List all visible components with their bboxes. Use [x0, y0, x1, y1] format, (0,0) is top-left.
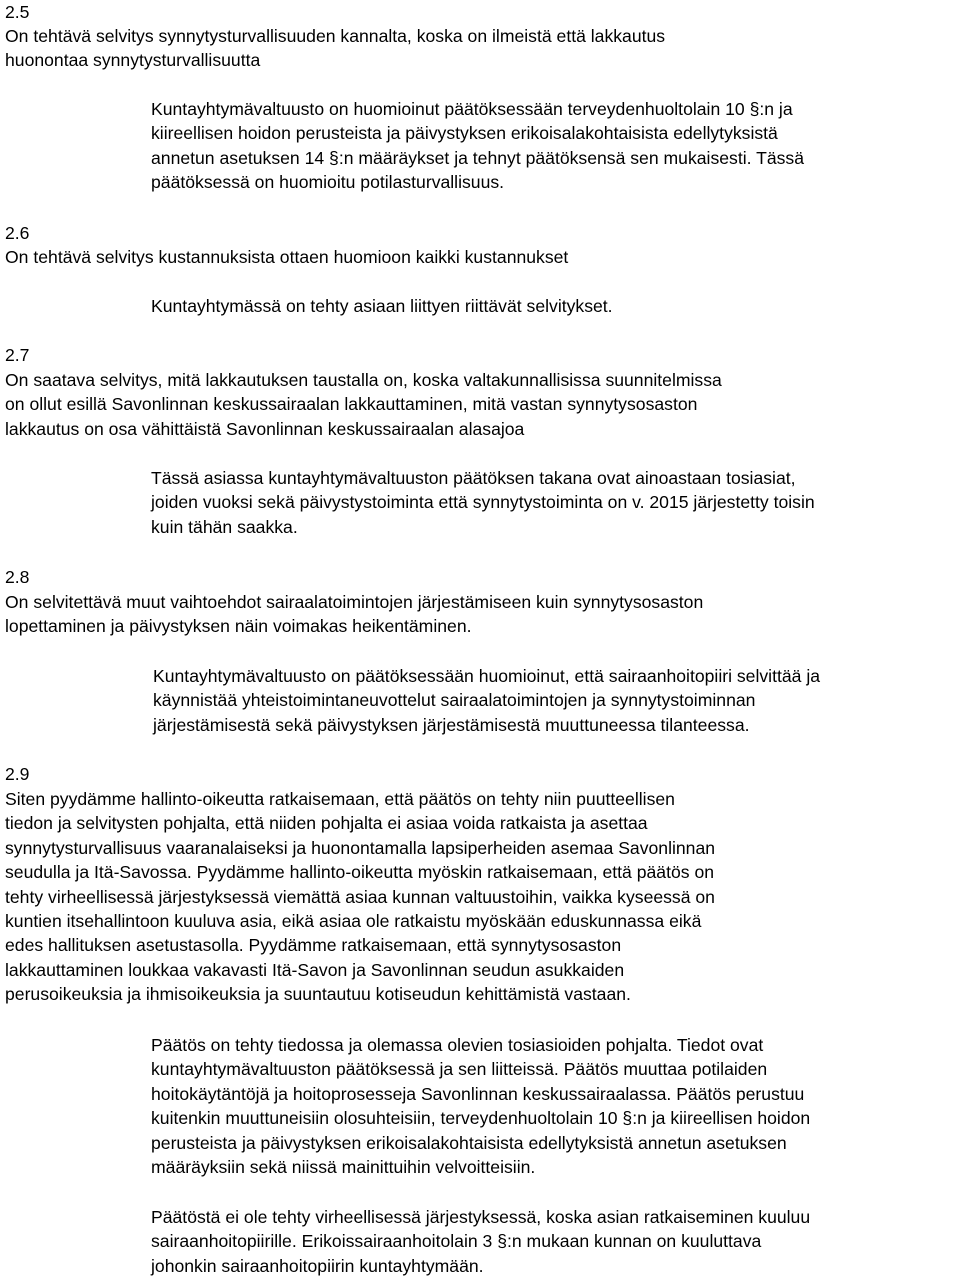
- claim-line: huonontaa synnytysturvallisuutta: [5, 50, 261, 71]
- response-line: Tässä asiassa kuntayhtymävaltuuston päätöksen takana ovat ainoastaan tosiasiat,: [151, 468, 796, 488]
- response-line: kiireellisen hoidon perusteista ja päivystyksen erikoisalakohtaisista edellytyksistä: [151, 123, 778, 144]
- claim-line: lopettaminen ja päivystyksen näin voimakas heikentäminen.: [5, 616, 472, 637]
- response-line: johonkin sairaanhoitopiirin kuntayhtymään.: [151, 1255, 484, 1276]
- claim-line: On tehtävä selvitys kustannuksista ottaen huomioon kaikki kustannukset: [5, 247, 569, 267]
- response-line: kuntayhtymävaltuuston päätöksessä ja sen liitteissä. Päätös muuttaa potilaiden: [151, 1059, 768, 1080]
- section-claim: [5, 590, 955, 639]
- response-line: hoitokäytäntöjä ja hoitoprosesseja Savonlinnan keskussairaalassa. Päätös perustuu: [151, 1083, 805, 1104]
- section-response: [151, 466, 956, 539]
- claim-line: On saatava selvitys, mitä lakkautuksen taustalla on, koska valtakunnallisissa suunnitelmissa: [5, 370, 722, 390]
- section-number: 2.5: [5, 2, 30, 22]
- section-number: 2.8: [5, 567, 30, 587]
- response-line: Kuntayhtymässä on tehty asiaan liittyen riittävät selvitykset.: [151, 296, 613, 316]
- claim-line: lakkauttaminen loukkaa vakavasti Itä-Savon ja Savonlinnan seudun asukkaiden: [5, 959, 625, 980]
- section-response: [153, 664, 958, 737]
- claim-line: Siten pyydämme hallinto-oikeutta ratkaisemaan, että päätös on tehty niin puutteellisen: [5, 789, 675, 809]
- response-line: päätöksessä on huomioitu potilasturvallisuus.: [151, 172, 505, 193]
- response-line: käynnistää yhteistoimintaneuvottelut sairaalatoimintojen ja synnytystoiminnan: [153, 690, 756, 711]
- claim-line: perusoikeuksia ja ihmisoikeuksia ja suuntautuu kotiseudun kehittämistä vastaan.: [5, 984, 631, 1005]
- claim-line: synnytysturvallisuus vaaranalaiseksi ja huonontamalla lapsiperheiden asemaa Savonlinnan: [5, 837, 716, 858]
- section-number: 2.6: [5, 223, 30, 243]
- section-number: 2.9: [5, 764, 30, 784]
- claim-line: tehty virheellisessä järjestyksessä viemättä asiaa kunnan valtuustoihin, vaikka kyseessä on: [5, 886, 715, 907]
- response-line: Kuntayhtymävaltuusto on päätöksessään huomioinut, että sairaanhoitopiiri selvittää ja: [153, 666, 821, 686]
- response-line: annetun asetuksen 14 §:n määräykset ja tehnyt päätöksensä sen mukaisesti. Tässä: [151, 147, 804, 168]
- claim-line: On tehtävä selvitys synnytysturvallisuuden kannalta, koska on ilmeistä että lakkautus: [5, 26, 666, 46]
- section-claim: [5, 24, 955, 73]
- response-line: Päätös on tehty tiedossa ja olemassa olevien tosiasioiden pohjalta. Tiedot ovat: [151, 1035, 764, 1055]
- response-line: sairaanhoitopiirille. Erikoissairaanhoitolain 3 §:n mukaan kunnan on kuuluttava: [151, 1231, 762, 1252]
- section-claim: [5, 245, 955, 269]
- response-line: perusteista ja päivystyksen erikoisalakohtaisista edellytyksistä annetun asetuksen: [151, 1132, 787, 1153]
- response-line: Kuntayhtymävaltuusto on huomioinut päätöksessään terveydenhuoltolain 10 §:n ja: [151, 99, 793, 119]
- claim-line: lakkautus on osa vähittäistä Savonlinnan keskussairaalan alasajoa: [5, 418, 525, 439]
- section-response: [151, 97, 956, 195]
- claim-line: kuntien itsehallintoon kuuluva asia, eikä asiaa ole ratkaistu myöskään eduskunnassa eikä: [5, 911, 702, 932]
- claim-line: seudulla ja Itä-Savossa. Pyydämme hallinto-oikeutta myöskin ratkaisemaan, että päätös on: [5, 862, 715, 883]
- claim-line: on ollut esillä Savonlinnan keskussairaalan lakkauttaminen, mitä vastan synnytysosaston: [5, 394, 698, 415]
- claim-line: edes hallituksen asetustasolla. Pyydämme ratkaisemaan, että synnytysosaston: [5, 935, 622, 956]
- response-line: joiden vuoksi sekä päivystystoiminta että synnytystoiminta on v. 2015 järjestetty toisin: [151, 492, 815, 513]
- section-response: [151, 1205, 956, 1278]
- section-response: [151, 1033, 956, 1179]
- section-number: 2.7: [5, 345, 30, 365]
- response-line: kuitenkin muuttuneisiin olosuhteisiin, terveydenhuoltolain 10 §:n ja kiireellisen hoidon: [151, 1108, 811, 1129]
- claim-line: tiedon ja selvitysten pohjalta, että niiden pohjalta ei asiaa voida ratkaista ja asettaa: [5, 813, 648, 834]
- section-claim: [5, 368, 955, 441]
- section-claim: [5, 787, 955, 1007]
- claim-line: On selvitettävä muut vaihtoehdot sairaalatoimintojen järjestämiseen kuin synnytysosaston: [5, 592, 704, 612]
- response-line: määräyksiin sekä niissä mainittuihin velvoitteisiin.: [151, 1157, 536, 1178]
- response-line: Päätöstä ei ole tehty virheellisessä järjestyksessä, koska asian ratkaiseminen kuuluu: [151, 1207, 811, 1227]
- section-response: [151, 294, 956, 318]
- response-line: kuin tähän saakka.: [151, 516, 298, 537]
- response-line: järjestämisestä sekä päivystyksen järjestämisestä muuttuneessa tilanteessa.: [153, 714, 750, 735]
